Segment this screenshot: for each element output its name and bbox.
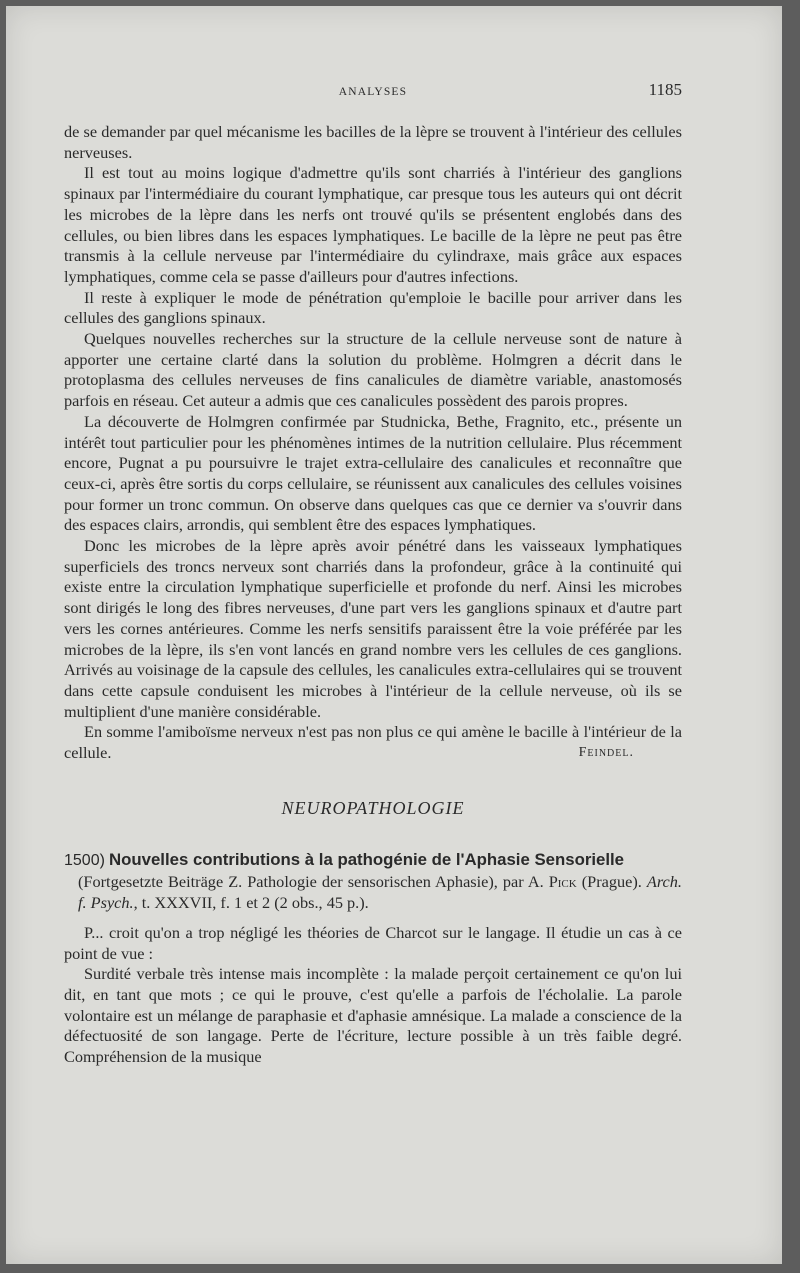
article-reference bbox=[64, 871, 682, 913]
article-paragraph-1: P... croit qu'on a trop négligé les théories de Charcot sur le langage. Il étudie un cas à ce point de vue : bbox=[64, 922, 682, 963]
article-paragraph-2: Surdité verbale très intense mais incomplète : la malade perçoit certainement ce qu'on lui dit, en tant que mots ; ce qui le prouve, c'est qu'elle a parfois de l'écholalie. La parole volontaire est un mélange de paraphasie et d'aphasie amnésique. La malade a conscience de la défectuosité de son langage. Perte de l'écriture, lecture possible à un très faible degré. Compréhension de la musique bbox=[64, 964, 682, 1067]
paragraph-1: de se demander par quel mécanisme les bacilles de la lèpre se trouvent à l'intérieur des cellules nerveuses. bbox=[64, 122, 682, 162]
article-citation: , t. XXXVII, f. 1 et 2 (2 obs., 45 p.). bbox=[133, 892, 369, 912]
paragraph-5: La découverte de Holmgren confirmée par Studnicka, Bethe, Fragnito, etc., présente un intérêt tout particulier pour les phénomènes intimes de la nutrition cellulaire. Plus récemment encore, Pugnat a pu poursuivre le trajet extra-cellulaire des canalicules et reconnaître que ceux-ci, après être sortis du corps cellulaire, se réunissent aux canalicules des cellules voisines pour former un tronc commun. On observe dans quelques cas que ce dernier va s'ouvrir dans des espaces clairs, arrondis, qui semblent être des espaces lymphatiques. bbox=[64, 411, 682, 535]
paragraph-6: Donc les microbes de la lèpre après avoir pénétré dans les vaisseaux lymphatiques superficiels des troncs nerveux sont charriés dans la profondeur, grâce à la continuité qui existe entre la circulation lymphatique superficielle et profonde du nerf. Ainsi les microbes sont dirigés le long des fibres nerveuses, d'une part vers les ganglions spinaux et d'autre part vers les cornes antérieures. Comme les nerfs sensitifs paraissent être la voie préférée par les microbes de la lèpre, ils s'en vont lancés en grand nombre vers les cellules de ces ganglions. Arrivés au voisinage de la capsule des cellules, les canalicules extra-cellulaires qui se trouvent dans cette capsule conduisent les microbes à l'intérieur de la cellule nerveuse, où ils se multiplient d'une manière considérable. bbox=[64, 536, 682, 721]
article-journal: Arch. f. Psych. bbox=[78, 871, 682, 912]
section-heading: NEUROPATHOLOGIE bbox=[281, 797, 465, 818]
section-title: ANALYSES bbox=[338, 86, 408, 98]
page-number: 1185 bbox=[648, 80, 682, 99]
article-heading bbox=[64, 849, 682, 913]
article-subtitle: (Fortgesetzte Beiträge Z. Pathologie der sensorischen Aphasie), par A. bbox=[78, 871, 544, 891]
paragraph-4: Quelques nouvelles recherches sur la structure de la cellule nerveuse sont de nature à apporter une certaine clarté dans la solution du problème. Holmgren a décrit dans le protoplasma des cellules nerveuses de fins canalicules de diamètre variable, anastomosés parfois en réseau. Cet auteur a admis que ces canalicules possèdent des parois propres. bbox=[64, 329, 682, 411]
paragraph-2: Il est tout au moins logique d'admettre qu'ils sont charriés à l'intérieur des ganglions spinaux par l'intermédiaire du courant lymphatique, car presque tous les auteurs qui ont décrit les microbes de la lèpre dans les nerfs ont trouvé qu'ils se présentent englobés dans des cellules, ou bien libres dans les espaces lymphatiques. Le bacille de la lèpre ne peut pas être transmis à la cellule nerveuse par l'intermédiaire du cylindraxe, mais grâce aux espaces lymphatiques, comme cela se passe d'ailleurs pour d'autres infections. bbox=[64, 163, 682, 286]
article-title: Nouvelles contributions à la pathogénie de l'Aphasie Sensorielle bbox=[109, 849, 625, 869]
scanned-page bbox=[6, 6, 782, 1264]
article-place: (Prague). bbox=[581, 871, 642, 891]
author-signature: Feindel. bbox=[578, 745, 634, 761]
running-header bbox=[64, 80, 682, 104]
article-author: Pick bbox=[548, 871, 577, 891]
page-content bbox=[64, 80, 682, 1068]
article-number: 1500) bbox=[64, 851, 105, 869]
paragraph-7: En somme l'amiboïsme nerveux n'est pas non plus ce qui amène le bacille à l'intérieur de la cellule. bbox=[64, 722, 682, 763]
paragraph-3: Il reste à expliquer le mode de pénétration qu'emploie le bacille pour arriver dans les cellules des ganglions spinaux. bbox=[64, 287, 682, 328]
